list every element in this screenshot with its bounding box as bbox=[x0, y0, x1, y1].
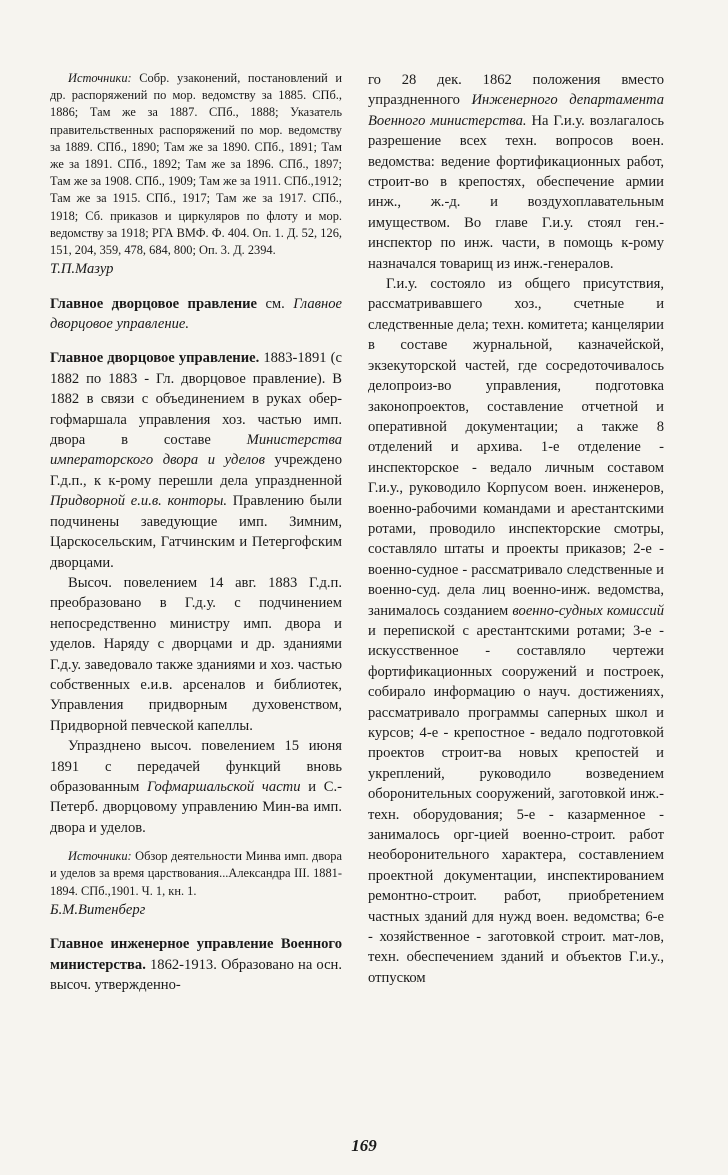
entry-title: Главное инженерное управление Военного министерства. bbox=[50, 936, 342, 973]
entry-title: Главное дворцовое управление. bbox=[50, 350, 260, 367]
author-signature: Т.П.Мазур bbox=[50, 261, 114, 278]
entry-glavnoe-dvortsovoe-pravlenie: Главное дворцовое правление см. Главное дворцовое управление. bbox=[50, 295, 342, 333]
sources-paragraph bbox=[50, 848, 342, 900]
sources-label: Источники: bbox=[68, 849, 132, 864]
entry-title: Главное дворцовое правление bbox=[50, 295, 258, 312]
entry-continuation: го 28 дек. 1862 положения вместо упраздненного Инженерного департамента Военного министерства. На Г.и.у. возлагалось разрешение всех техн. вопросов воен. ведомства: ведение фортификационных работ, строит-во в крепостях, обеспечение армии инж., ж.-д. и воздухоплавательным имуществом. Во главе Г.и.у. стоял ген.-инспектор по инж. части, в помощь к-рому назначался товарищ из инж.-генералов. bbox=[368, 72, 664, 272]
entry-paragraph: Г.и.у. состояло из общего присутствия, рассматривавшего хоз., счетные и следственные дела; техн. комитета; канцелярии в составе журнальной, казначейской, экзекуторской частей, где сосредоточивалось делопроиз-во управления, подготовка законопроектов, составление отчетной и оперативной документации; а также 8 отделений и архива. 1-е отделение - инспекторское - ведало личным составом Г.и.у., руководило Корпусом воен. инженеров, военно-рабочими командами и арестантскими ротами, проводило инспекторские смотры, составляло штаты и проекты приказов; 2-е - военно-судное - рассматривало следственные и военно-суд. дела лиц военно-инж. ведомства, занималось созданием военно-судных комиссий и перепиской с арестантскими ротами; 3-е - искусственное - составляло чертежи фортификационных сооружений и построек, собирало информацию о науч. достижениях, рассматривало программы саперных школ и курсов; 4-е - крепостное - ведало подготовкой проектов строит-ва новых крепостей и укреплений, руководило возведением оборонительных сооружений, заготовкой инж.-техн. оборудования; 5-е - казарменное - занималось орг-цией военно-строит. работ необоронительного характера, составлением проектной документации, инспектированием ремонтно-строит. работ, приобретением частных зданий для нужд воен. ведомства; 6-е - хозяйственное - заготовкой строит. мат-лов, техн. обеспечением зданий и объектов Г.и.у., отпуском bbox=[368, 276, 664, 986]
author-signature: Б.М.Витенберг bbox=[50, 901, 146, 918]
entry-paragraph: Упразднено высоч. повелением 15 июня 1891 с передачей функций вновь образованным Гофмаршальской части и С.-Петерб. дворцовому управлению Мин-ва имп. двора и уделов. bbox=[50, 738, 342, 836]
page-number: 169 bbox=[351, 1136, 377, 1155]
sources-text: Обзор деятельности Минва имп. двора и уделов за время царствования...Александра III. 1881-1894. СПб.,1901. Ч. 1, кн. 1. bbox=[50, 849, 342, 898]
sources-label: Источники: bbox=[68, 71, 132, 85]
entry-paragraph: Высоч. повелением 14 авг. 1883 Г.д.п. преобразовано в Г.д.у. с подчинением непосредственно министру имп. двора и уделов. Наряду с дворцами и др. зданиями Г.д.у. заведовало также зданиями и хоз. частью собственных е.и.в. арсеналов и библиотек, Управления придворным духовенством, Придворной певческой капеллы. bbox=[50, 574, 342, 734]
left-column bbox=[50, 70, 342, 995]
cross-reference: Главное дворцовое управление. bbox=[50, 295, 342, 333]
right-column bbox=[368, 70, 664, 988]
entry-glavnoe-inzhenernoe-upravlenie: Главное инженерное управление Военного министерства. 1862-1913. Образовано на осн. высоч. утвержденно- bbox=[50, 936, 342, 994]
sources-text: Собр. узаконений, постановлений и др. распоряжений по мор. ведомству за 1885. СПб., 1886; Там же за 1887. СПб., 1888; Указатель правительственных распоряжений по мор. ведомству за 1889. СПб., 1890; Там же за 1890. СПб., 1891; Там же за 1891. СПб., 1892; Там же за 1896. СПб., 1897; Там же за 1908. СПб., 1909; Там же за 1911. СПб.,1912; Там же за 1915. СПб., 1917; Там же за 1917. СПб., 1918; Сб. приказов и циркуляров по флоту и мор. ведомству за 1918; РГА ВМФ. Ф. 404. Оп. 1. Д. 52, 126, 151, 204, 359, 478, 684, 800; Оп. 3. Д. 2394. bbox=[50, 71, 342, 258]
entry-glavnoe-dvortsovoe-upravlenie: Главное дворцовое управление. 1883-1891 (с 1882 по 1883 - Гл. дворцовое правление). В 1882 в связи с объединением в руках обер-гофмаршала управления хоз. частью имп. двора в составе Министерства императорского двора и уделов учреждено Г.д.п., к к-рому перешли дела упраздненной Придворной е.и.в. конторы. Правлению были подчинены заведующие имп. Зимним, Царскосельским, Гатчинским и Петергофским дворцами. bbox=[50, 350, 342, 571]
sources-paragraph bbox=[50, 70, 342, 259]
